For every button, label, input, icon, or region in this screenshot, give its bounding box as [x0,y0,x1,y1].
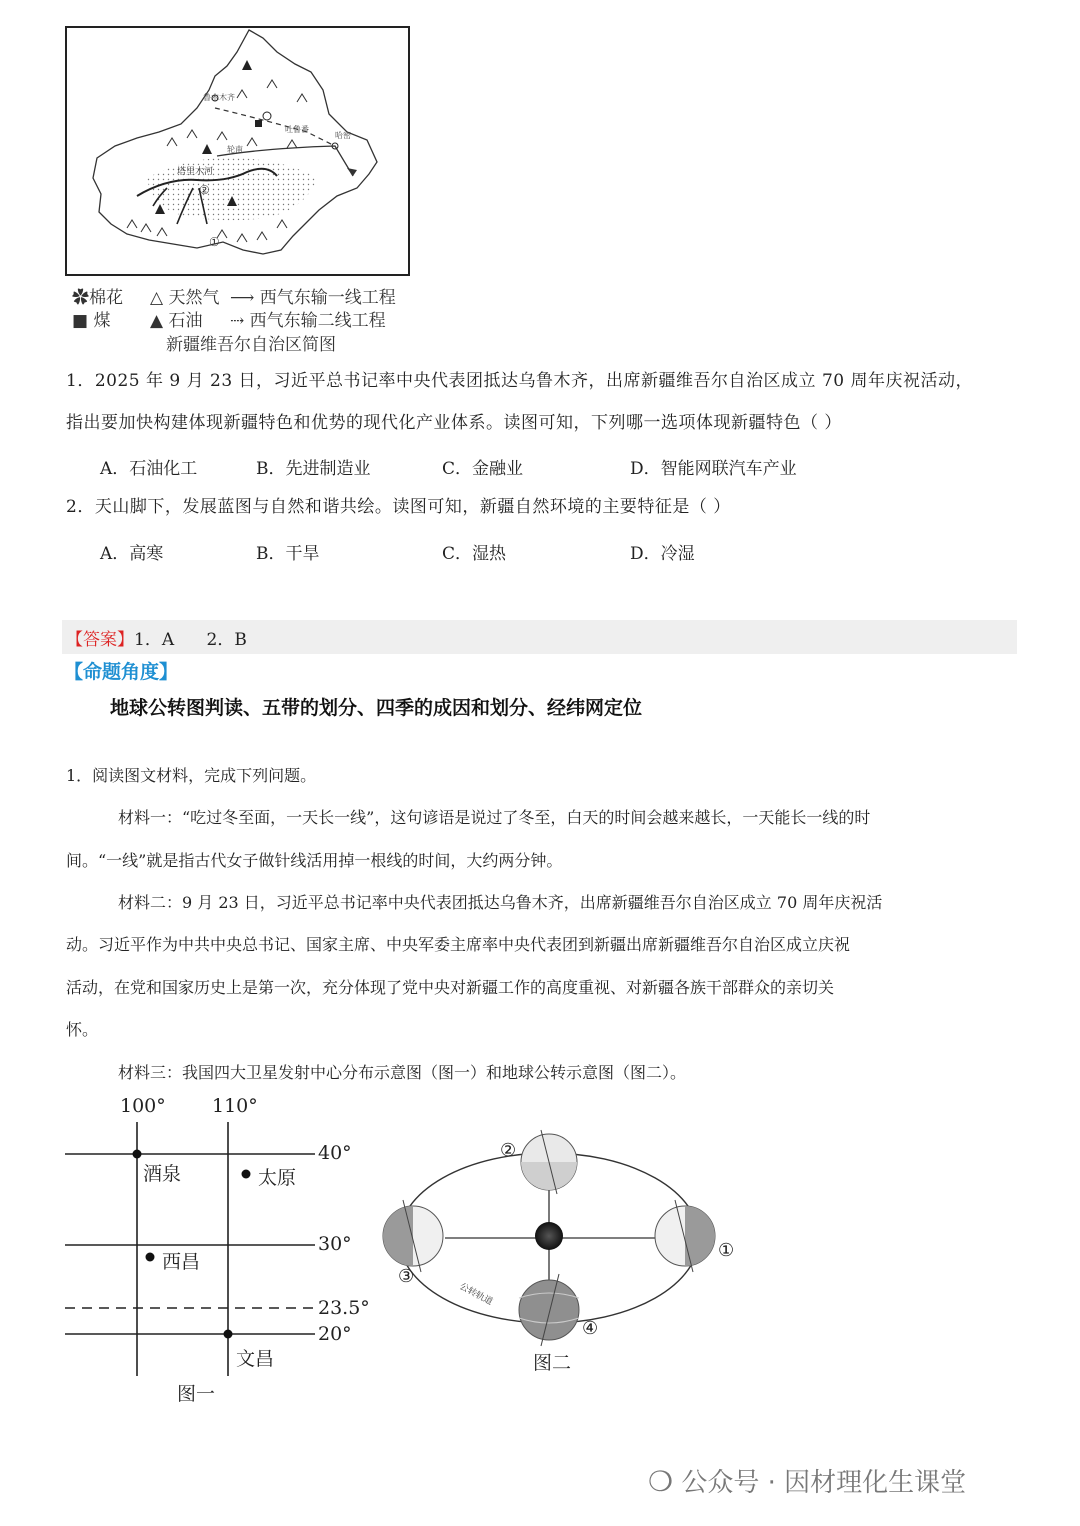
xinjiang-map [65,26,410,276]
legend-oil [150,306,202,331]
label-wenchang: 文昌 [236,1348,275,1370]
legend-cotton-label: 棉花 [89,288,123,308]
label-lat-23-5: 23.5° [318,1297,370,1319]
q1-option-b: B．先进制造业 [256,459,371,479]
map-marker-1: ① [209,235,220,249]
label-jiuquan: 酒泉 [143,1163,182,1185]
q2-option-c: C．湿热 [442,544,507,564]
figure-2-caption: 图二 [533,1352,572,1374]
q2-option-d: D．冷湿 [630,544,695,564]
question-1-line1: 1．2025 年 9 月 23 日，习近平总书记率中央代表团抵达乌鲁木齐，出席新疆维吾尔自治区成立 70 周年庆祝活动， [66,371,973,391]
q1-option-d: D．智能网联汽车产业 [630,459,797,479]
oil-icon: ▲ [150,311,164,331]
answer-line [66,625,247,650]
label-pos-3: ③ [398,1266,415,1287]
cotton-icon: ✿ [72,288,89,308]
taiyuan-dot [242,1170,251,1179]
question-2-line1: 2．天山脚下，发展蓝图与自然和谐共绘。读图可知，新疆自然环境的主要特征是（ ） [66,497,731,517]
map-caption: 新疆维吾尔自治区简图 [166,335,336,355]
gas-icon: △ [150,288,164,308]
legend-line2 [230,306,386,331]
q1-option-a: A．石油化工 [100,459,198,479]
wechat-icon: ❍ [648,1465,674,1498]
material-2-line4: 怀。 [66,1020,99,1039]
map-label-turpan: 吐鲁番 [285,125,309,134]
coal-marker [255,120,262,127]
label-pos-4: ④ [582,1318,599,1339]
legend-coal-label: 煤 [93,311,111,331]
earth-position-4 [519,1274,579,1346]
label-lat-40: 40° [318,1142,352,1164]
label-lat-20: 20° [318,1323,352,1345]
dashed-arrow-icon: ⇢ [230,311,245,331]
map-label-tarim: 塔里木河 [177,167,214,177]
label-taiyuan: 太原 [258,1167,297,1189]
label-lat-30: 30° [318,1233,352,1255]
earth-position-2 [521,1130,577,1194]
question-1-line2: 指出要加快构建体现新疆特色和优势的现代化产业体系。读图可知，下列哪一选项体现新疆特色（ ） [66,413,842,433]
watermark [648,1462,966,1499]
label-lon-110: 110° [212,1095,258,1117]
tarim-basin [147,158,317,220]
pipeline-line2 [215,108,335,146]
legend-coal [72,306,110,331]
material-2-line1: 材料二：9 月 23 日，习近平总书记率中央代表团抵达乌鲁木齐，出席新疆维吾尔自治区成立 70 周年庆祝活 [118,893,883,912]
earth-position-1 [655,1200,715,1272]
map-marker-2: ② [199,183,210,197]
angle-title: 【命题角度】 [64,661,179,683]
earth-position-3 [383,1200,443,1272]
watermark-text: 公众号 · 因材理化生课堂 [681,1468,967,1498]
answer-text: 1．A 2．B [134,630,247,650]
material-2-line3: 活动，在党和国家历史上是第一次，充分体现了党中央对新疆工作的高度重视、对新疆各族干部群众的亲切关 [66,978,835,997]
figure-2-orbit [375,1128,755,1353]
angle-topic: 地球公转图判读、五带的划分、四季的成因和划分、经纬网定位 [110,697,643,719]
material-2-line2: 动。习近平作为中共中央总书记、国家主席、中央军委主席率中央代表团到新疆出席新疆维吾尔自治区成立庆祝 [66,935,851,954]
legend-line2-label: 西气东输二线工程 [249,311,386,331]
sun [535,1222,563,1250]
legend-line1-label: 西气东输一线工程 [259,288,396,308]
q2-option-a: A．高寒 [100,544,164,564]
wenchang-dot [224,1330,233,1339]
orbit-label: 公转轨道 [457,1281,495,1308]
map-label-lunnan: 轮南 [227,145,243,154]
material-1-line2: 间。“一线”就是指古代女子做针线活用掉一根线的时间，大约两分钟。 [66,851,563,870]
figure-1-caption: 图一 [177,1383,216,1405]
map-label-urumqi: 鲁木木齐 [203,93,235,102]
reading-intro: 1．阅读图文材料，完成下列问题。 [66,766,317,785]
label-pos-1: ① [718,1240,735,1261]
material-1-line1: 材料一：“吃过冬至面，一天长一线”，这句谚语是说过了冬至，白天的时间会越来越长，一天能长一线的时 [118,808,871,827]
map-label-hami: 哈密 [335,131,351,140]
material-3: 材料三：我国四大卫星发射中心分布示意图（图一）和地球公转示意图（图二）。 [118,1063,687,1082]
xinjiang-map-drawing [67,28,408,274]
label-xichang: 西昌 [162,1251,201,1273]
answer-tag: 【答案】 [66,630,134,650]
legend-cotton [72,283,123,308]
region-outline [93,30,377,254]
legend-line1 [230,283,396,308]
q1-option-c: C．金融业 [442,459,524,479]
jiuquan-dot [133,1150,142,1159]
coal-icon: ■ [72,311,89,331]
solid-arrow-icon: ⟶ [230,288,255,308]
legend-oil-label: 石油 [168,311,203,331]
label-pos-2: ② [500,1140,517,1161]
legend-gas-label: 天然气 [168,288,220,308]
label-lon-100: 100° [120,1095,166,1117]
xichang-dot [146,1253,155,1262]
legend-gas [150,283,219,308]
q2-option-b: B．干旱 [256,544,320,564]
